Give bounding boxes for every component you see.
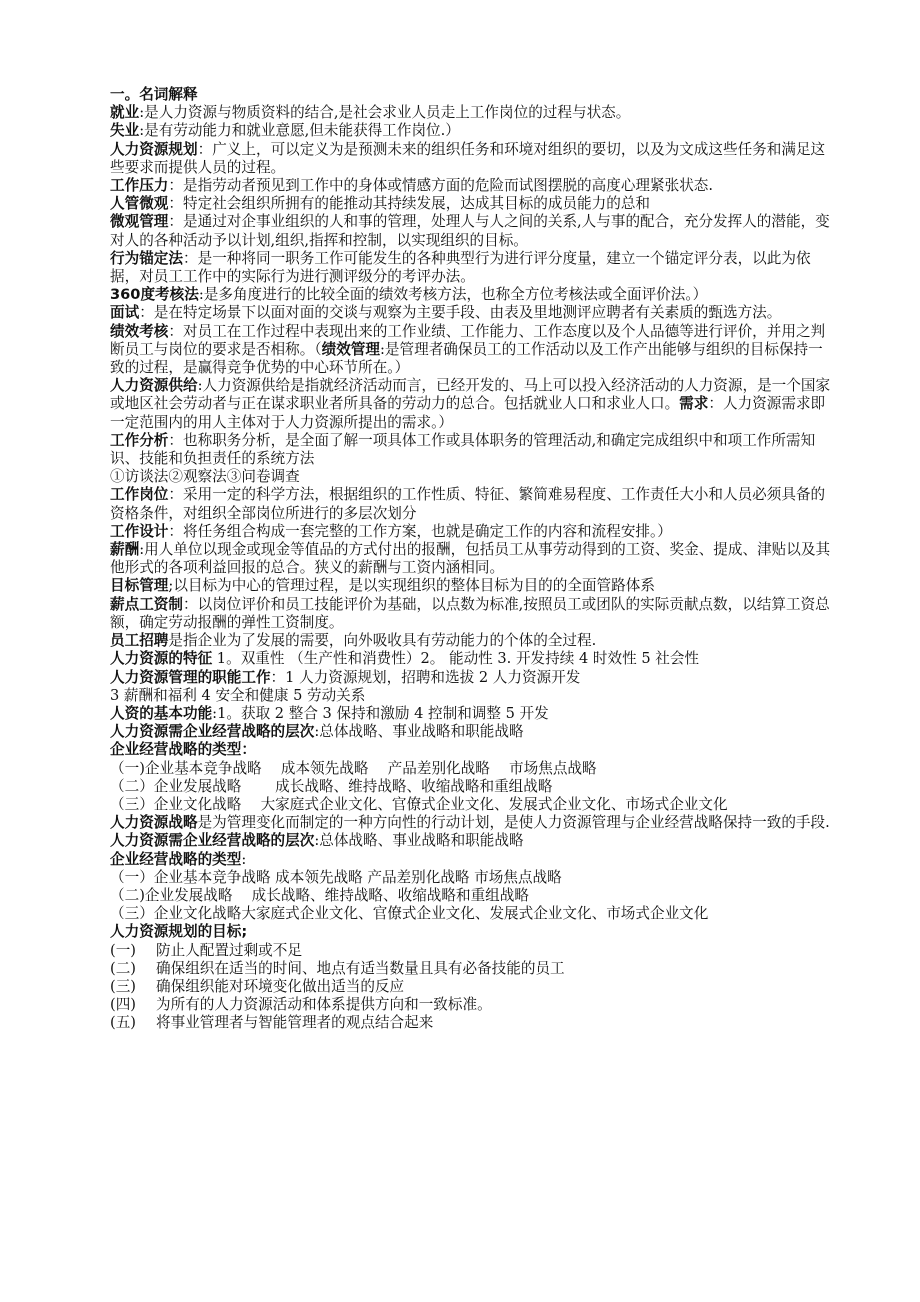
definition-text: 用人单位以现金或现金等值品的方式付出的报酬，包括员工从事劳动得到的工资、奖金、提成、津贴以及其他形式的各项利益回报的总合。狭义的薪酬与工资内涵相同。	[110, 541, 831, 577]
separator: ：	[197, 140, 213, 158]
definition-item	[110, 650, 834, 668]
definition-text: 是一种将同一职务工作可能发生的各种典型行为进行评分度量，建立一个锚定评分表，以此为依据，对员工工作中的实际行为进行测评级分的考评办法。	[110, 249, 811, 286]
goal-item	[110, 978, 834, 996]
separator: :	[241, 850, 247, 868]
definition-item	[110, 632, 834, 650]
definition-term: 失业	[110, 122, 140, 140]
definition-text: 是通过对企事业组织的人和事的管理，处理人与人之间的关系,人与事的配合，充分发挥人的潜能，变对人的各种活动予以计划,组织,指挥和控制，以实现组织的目标。	[110, 213, 830, 249]
goal-number: (三)	[110, 977, 136, 995]
definition-item	[110, 523, 834, 541]
definition-item	[110, 541, 834, 577]
section-heading: 一。名词解释	[110, 86, 198, 103]
separator: ：	[241, 741, 256, 759]
definition-item	[110, 377, 834, 432]
definition-term: 人力资源需企业经营战略的层次	[110, 723, 315, 741]
definition-text: 是为管理变化而制定的一种方向性的行动计划，是使人力资源管理与企业经营战略保持一致的手段.	[197, 814, 830, 832]
definition-item	[110, 286, 834, 304]
definition-term: 绩效考核	[110, 322, 169, 340]
definition-item	[110, 304, 834, 322]
definition-item	[110, 195, 834, 213]
definition-item	[110, 323, 834, 378]
separator: ：	[168, 213, 183, 231]
separator: :	[139, 541, 145, 559]
definition-text: 是人力资源与物质资料的结合,是社会求业人员走上工作岗位的过程与状态。	[144, 104, 631, 122]
definition-term: 就业	[110, 104, 140, 122]
separator: :	[212, 704, 218, 722]
definition-term: 绩效管理	[321, 340, 380, 358]
goal-item	[110, 942, 834, 960]
definition-term: 工作岗位	[110, 486, 169, 504]
separator: ：	[182, 595, 198, 613]
definition-text: 将任务组合构成一套完整的工作方案，也就是确定工作的内容和流程安排。）	[183, 522, 672, 540]
separator: ：	[168, 431, 183, 449]
goal-number: (二)	[110, 959, 136, 977]
definition-term: 人力资源的特征	[110, 650, 213, 668]
definition-term: 人力资源规划	[110, 140, 198, 158]
definition-item	[110, 432, 834, 468]
strategy-levels	[110, 723, 834, 741]
goal-text: 确保组织在适当的时间、地点有适当数量且具有必备技能的员工	[156, 959, 565, 977]
strategy-type-item: （二)企业发展战略 成长战略、维持战略、收缩战略和重组战略	[110, 886, 529, 904]
definition-text: 采用一定的科学方法，根据组织的工作性质、特征、繁简难易程度、工作责任大小和人员必须具备的资格条件，对组织全部岗位所进行的多层次划分	[110, 486, 826, 522]
strategy-levels	[110, 832, 834, 850]
strategy-types-heading	[110, 851, 834, 869]
definition-term: 人力资源供给	[110, 377, 198, 395]
separator: ：	[168, 195, 183, 213]
separator: ：	[168, 522, 183, 540]
definition-term: 人力资源管理的职能工作	[110, 668, 271, 686]
separator: ：	[168, 322, 183, 340]
strategy-type-item: （三）企业文化战略 大家庭式企业文化、官僚式企业文化、发展式企业文化、市场式企业文化	[110, 795, 728, 813]
definition-text: 也称职务分析，是全面了解一项具体工作或具体职务的管理活动,和确定完成组织中和项工作所需知识、技能和负担责任的系统方法	[110, 431, 816, 468]
definition-item	[110, 104, 834, 122]
definition-term: 薪点工资制	[110, 595, 183, 613]
definition-term: 微观管理	[110, 213, 169, 231]
separator: :	[139, 122, 145, 140]
definition-term: 员工招聘	[110, 632, 169, 650]
methods-line: ①访谈法②观察法③问卷调查	[110, 468, 300, 486]
definition-text: 广义上，可以定义为是预测未来的组织任务和环境对组织的要切，以及为文成这些任务和满足这些要求而提供人员的过程。	[110, 140, 826, 176]
definition-term: 工作分析	[110, 431, 169, 449]
separator: :	[139, 104, 145, 122]
goal-text: 为所有的人力资源活动和体系提供方向和一致标准。	[156, 996, 492, 1014]
definition-item	[110, 213, 834, 249]
goal-item	[110, 996, 834, 1014]
definition-text: 以目标为中心的管理过程，是以实现组织的整体目标为目的的全面管路体系	[173, 577, 655, 595]
definition-term: 工作设计	[110, 522, 169, 540]
separator: :	[197, 377, 203, 395]
strategy-type-item: （一）企业基本竞争战略 成本领先战略 产品差别化战略 市场焦点战略	[110, 868, 562, 886]
goal-number: (五)	[110, 1014, 136, 1032]
goal-number: (一)	[110, 941, 136, 959]
separator: ：	[270, 668, 286, 686]
goal-item	[110, 960, 834, 978]
goal-text: 防止人配置过剩或不足	[156, 941, 302, 959]
definition-text: 是有劳动能力和就业意愿,但未能获得工作岗位.）	[144, 122, 460, 140]
strategy-types-heading	[110, 741, 834, 759]
goal-text: 将事业管理者与智能管理者的观点结合起来	[156, 1014, 434, 1032]
separator: ：	[168, 177, 183, 195]
definition-item	[110, 705, 834, 723]
separator: ：	[168, 486, 183, 504]
definition-item	[110, 122, 834, 140]
definitions-list	[110, 104, 834, 1032]
definition-item	[110, 177, 834, 195]
definition-item	[110, 596, 834, 632]
strategy-type-item: （一)企业基本竞争战略 成本领先战略 产品差别化战略 市场焦点战略	[110, 759, 597, 777]
definition-text: 特定社会组织所拥有的能推动其持续发展，达成其目标的成员能力的总和	[183, 195, 651, 213]
definition-term: 需求	[679, 395, 709, 413]
separator: ：	[182, 249, 198, 267]
definition-term: 人资的基本功能	[110, 704, 213, 722]
separator: ：	[139, 304, 154, 322]
strategy-type-item: （三）企业文化战略大家庭式企业文化、官僚式企业文化、发展式企业文化、市场式企业文化	[110, 905, 709, 923]
definition-term: 人力资源战略	[110, 814, 198, 832]
definition-term: 企业经营战略的类型	[110, 850, 242, 868]
definition-item	[110, 486, 834, 522]
definition-text: 是在特定场景下以面对面的交谈与观察为主要手段、由表及里地测评应聘者有关素质的甄选方法。	[153, 304, 782, 322]
goal-text: 确保组织能对环境变化做出适当的反应	[156, 977, 405, 995]
definition-term: 人管微观	[110, 195, 169, 213]
definition-text: 是多角度进行的比较全面的绩效考核方法，也称全方位考核法或全面评价法。）	[203, 286, 708, 304]
goals-heading: 人力资源规划的目标;	[110, 923, 248, 941]
definition-term: 企业经营战略的类型	[110, 741, 242, 759]
separator: ;	[168, 577, 174, 595]
definition-text: 对员工在工作过程中表现出来的工作业绩、工作能力、工作态度以及个人品德等进行评价，并用之判断员工与岗位的要求是否相称。（	[110, 322, 826, 358]
definition-text: :是管理者确保员工的工作活动以及工作产出能够与组织的目标保持一致的过程，是赢得竞争优势的中心环节所在。）	[110, 340, 823, 377]
definition-term: 目标管理	[110, 577, 169, 595]
definition-text: 是指劳动者预见到工作中的身体或情感方面的危险而试图摆脱的高度心理紧张状态.	[183, 177, 714, 195]
hr-functions-line-2: 3 薪酬和福利 4 安全和健康 5 劳动关系	[110, 686, 366, 704]
goal-item	[110, 1014, 834, 1032]
definition-item	[110, 669, 834, 687]
definition-term: 人力资源需企业经营战略的层次	[110, 832, 315, 850]
definition-text: 1 人力资源规划，招聘和选拔 2 人力资源开发	[285, 668, 581, 686]
definition-text: 1。双重性 （生产性和消费性）2。 能动性 3. 开发持续 4 时效性 5 社会性	[212, 650, 700, 668]
definition-term: 行为锚定法	[110, 249, 183, 267]
strategy-type-item: （二）企业发展战略 成长战略、维持战略、收缩战略和重组战略	[110, 777, 553, 795]
definition-term: 薪酬	[110, 541, 140, 559]
definition-term: 360度考核法	[110, 286, 199, 304]
definition-item	[110, 141, 834, 177]
goal-number: (四)	[110, 996, 136, 1014]
definition-text: 1。获取 2 整合 3 保持和激励 4 控制和调整 5 开发	[217, 704, 549, 722]
definition-text: 是指企业为了发展的需要，向外吸收具有劳动能力的个体的全过程.	[168, 632, 597, 650]
definition-text: 人力资源供给是指就经济活动而言，已经开发的、马上可以投入经济活动的人力资源，是一个国家或地区社会劳动者与正在谋求职业者所具备的劳动力的总合。包括就业人口和求业人口。	[110, 377, 831, 413]
definition-text: :总体战略、事业战略和职能战略	[314, 723, 524, 741]
definition-item	[110, 577, 834, 595]
definition-item	[110, 250, 834, 286]
definition-term: 面试	[110, 304, 140, 322]
separator: :	[198, 286, 204, 304]
definition-text: :总体战略、事业战略和职能战略	[314, 832, 524, 850]
definition-text: ：人力资源需求即一定范围内的用人主体对于人力资源所提出的需求。）	[110, 395, 826, 431]
definition-item	[110, 814, 834, 832]
definition-text: 以岗位评价和员工技能评价为基础，以点数为标准,按照员工或团队的实际贡献点数，以结算工资总额，确定劳动报酬的弹性工资制度。	[110, 595, 830, 631]
definition-term: 工作压力	[110, 177, 169, 195]
